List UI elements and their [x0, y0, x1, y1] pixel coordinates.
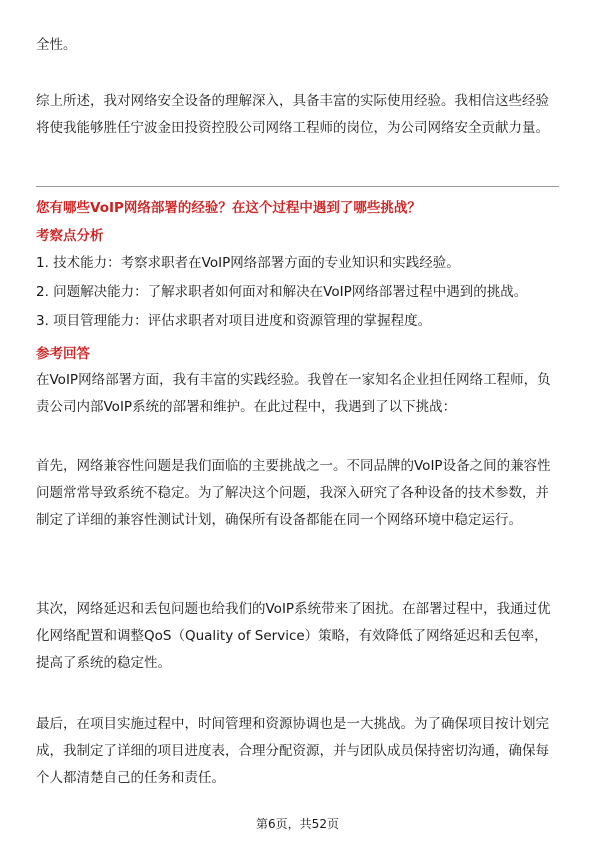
- answer-paragraph: 最后，在项目实施过程中，时间管理和资源协调也是一大挑战。为了确保项目按计划完成，我制定了详细的项目进度表，合理分配资源，并与团队成员保持密切沟通，确保每个人都清楚自己的任务和责任。: [36, 716, 549, 786]
- analysis-point: 3. 项目管理能力：评估求职者对项目进度和资源管理的掌握程度。: [36, 313, 432, 329]
- intro-tail-text: 全性。: [36, 37, 77, 53]
- question-heading: 您有哪些VoIP网络部署的经验？在这个过程中遇到了哪些挑战？: [36, 200, 421, 216]
- summary-paragraph: 综上所述，我对网络安全设备的理解深入，具备丰富的实际使用经验。我相信这些经验将使我能够胜任宁波金田投资控股公司网络工程师的岗位，为公司网络安全贡献力量。: [36, 93, 549, 136]
- answer-label: 参考回答: [36, 346, 90, 362]
- answer-paragraph: 在VoIP网络部署方面，我有丰富的实践经验。我曾在一家知名企业担任网络工程师，负责公司内部VoIP系统的部署和维护。在此过程中，我遇到了以下挑战：: [36, 372, 551, 415]
- answer-paragraph: 首先，网络兼容性问题是我们面临的主要挑战之一。不同品牌的VoIP设备之间的兼容性问题常常导致系统不稳定。为了解决这个问题，我深入研究了各种设备的技术参数，并制定了详细的兼容性测试计划，确保所有设备都能在同一个网络环境中稳定运行。: [36, 458, 551, 528]
- section-divider: [36, 186, 559, 187]
- analysis-point: 1. 技术能力：考察求职者在VoIP网络部署方面的专业知识和实践经验。: [36, 255, 460, 271]
- analysis-label: 考察点分析: [36, 228, 104, 244]
- analysis-point: 2. 问题解决能力：了解求职者如何面对和解决在VoIP网络部署过程中遇到的挑战。: [36, 284, 528, 300]
- answer-paragraph: 其次，网络延迟和丢包问题也给我们的VoIP系统带来了困扰。在部署过程中，我通过优化网络配置和调整QoS（Quality of Service）策略，有效降低了网络延迟和丢包率，提高了系统的稳定性。: [36, 601, 551, 671]
- page-number-footer: 第6页，共52页: [256, 817, 339, 831]
